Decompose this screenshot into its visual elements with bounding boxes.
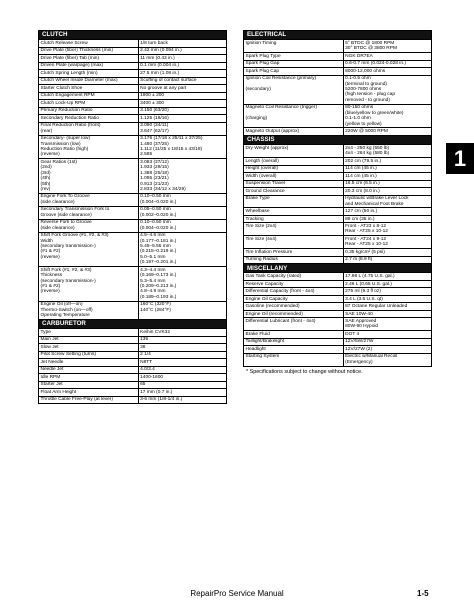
spec-row: [39, 55, 227, 63]
spec-label: Turning Radius: [244, 256, 344, 264]
spec-label: Needle Jet: [39, 366, 139, 374]
spec-value: 65: [138, 381, 226, 389]
spec-row: [244, 353, 432, 366]
spec-label: Drive Plate (fiber) Tab (min): [39, 55, 139, 63]
spec-row: [39, 381, 227, 389]
spec-value: 8000-12,000 ohms: [343, 68, 431, 76]
spec-row: [39, 193, 227, 206]
spec-row: [39, 351, 227, 359]
spec-value: 5° BTDC @ 1800 RPM 30° BTDC @ 3800 RPM: [343, 40, 431, 53]
spec-label: Slow Jet: [39, 344, 139, 352]
spec-value: 12V/5W/27W: [343, 338, 431, 346]
left-sections-table: [38, 30, 227, 404]
section-header-clutch: [39, 31, 227, 40]
spec-label: Spark Plug Gap: [244, 60, 344, 68]
spec-row: [244, 208, 432, 216]
spec-value: Hydraulic w/Brake Lever Lock and Mechanical Foot Brake: [343, 195, 431, 208]
spec-value: 4.5–4.6 mm (0.177–0.181 in.) 5.45–5.55 mm (0.215–0.219 in.) 5.0–5.1 mm (0.197–0.201 in.): [138, 232, 226, 267]
spec-value: 114 cm (45 in.): [343, 165, 431, 173]
spec-label: Reserve Capacity: [244, 280, 344, 288]
spec-value: NGK DR7EA: [343, 53, 431, 61]
spec-row: [39, 40, 227, 48]
right-column: [243, 30, 432, 375]
spec-row: [39, 70, 227, 78]
spec-value: 1400-1600: [138, 374, 226, 382]
spec-value: 220W @ 5000 RPM: [343, 128, 431, 136]
section-header-chassis: [244, 135, 432, 144]
spec-value: Electric w/Manual Recoil (Emergency): [343, 353, 431, 366]
spec-row: [39, 77, 227, 85]
spec-row: [39, 100, 227, 108]
spec-row: [244, 215, 432, 223]
spec-value: 3.150 (63/20): [138, 107, 226, 115]
spec-row: [244, 346, 432, 354]
spec-value: 0.10–0.50 mm (0.004–0.020 in.): [138, 193, 226, 206]
spec-row: [39, 329, 227, 337]
spec-value: 0.10–0.50 mm (0.004–0.020 in.): [138, 219, 226, 232]
spec-label: Engine Oil (recommended): [244, 310, 344, 318]
section-header-carburetor: [39, 319, 227, 328]
spec-value: N8TT: [138, 359, 226, 367]
spec-label: Clutch Spring Length (min): [39, 70, 139, 78]
spec-row: [39, 396, 227, 404]
spec-row: [244, 310, 432, 318]
spec-row: [244, 75, 432, 104]
spec-label: Ground Clearance: [244, 188, 344, 196]
spec-value: 3.4 L (3.5 U.S. qt): [343, 295, 431, 303]
spec-value: 38: [138, 344, 226, 352]
spec-value: 4.3–4.4 mm (0.169–0.173 in.) 5.3–5.4 mm (0.209–0.213 in.) 4.8–4.9 mm (0.189–0.193 in.): [138, 267, 226, 302]
spec-label: Shift Fork (#1, #2, & #3) Thickness (secondary transmission-) (#1 & #2) (reverse): [39, 267, 139, 302]
spec-row: [39, 336, 227, 344]
spec-row: [39, 92, 227, 100]
spec-value: Front - AT24 x 9-12 Rear - AT25 x 10-12: [343, 236, 431, 249]
spec-row: [244, 40, 432, 53]
spec-label: Spark Plug Cap: [244, 68, 344, 76]
spec-row: [39, 232, 227, 267]
spec-row: [244, 318, 432, 331]
spec-row: [244, 195, 432, 208]
spec-row: [244, 188, 432, 196]
right-sections-table: [243, 30, 432, 367]
spec-value: Front - AT23 x 8-12 Rear - AT25 x 10-12: [343, 223, 431, 236]
spec-value: 202 cm (79.5 in.): [343, 158, 431, 166]
spec-label: Ignition Coil Resistance (primary) (secondary): [244, 75, 344, 104]
spec-label: Main Jet: [39, 336, 139, 344]
spec-row: [244, 60, 432, 68]
spec-value: 127 cm (50 in.): [343, 208, 431, 216]
spec-label: Idle RPM: [39, 374, 139, 382]
spec-value: No groove at any part: [138, 85, 226, 93]
spec-value: 0.1 mm (0.004 in.): [138, 62, 226, 70]
spec-label: Shift Fork Groove (#1, #2, & #3) Width (secondary transmission-) (#1 & #2) (reverse): [39, 232, 139, 267]
spec-row: [244, 53, 432, 61]
spec-row: [244, 165, 432, 173]
spec-value: 1.125 (18/16): [138, 115, 226, 123]
spec-row: [244, 256, 432, 264]
spec-label: Throttle Cable Free-Play (at lever): [39, 396, 139, 404]
spec-row: [244, 158, 432, 166]
spec-value: 0.35 kg/cm² (5 psi): [343, 249, 431, 257]
spec-label: Ignition Timing: [244, 40, 344, 53]
spec-label: Starter Clutch Shoe: [39, 85, 139, 93]
spec-row: [39, 115, 227, 123]
spec-value: 87 Octane Regular Unleaded: [343, 303, 431, 311]
spec-row: [39, 344, 227, 352]
spec-value: 3.176 (17/18 x 25/11 x 37/25) 1.480 (37/25) 1.112 (11/25 x 18/15 x 43/18) 2.585: [138, 135, 226, 159]
spec-label: Engine Oil (off—on) Thermo-Switch (on—off) Operating Temperature: [39, 301, 139, 319]
spec-label: Differential Lubricant (front - 4x4): [244, 318, 344, 331]
spec-row: [244, 180, 432, 188]
spec-label: Float Arm Height: [39, 389, 139, 397]
spec-label: Secondary- (super low) Transmission (low) Reduction Ratio (high) (reverse): [39, 135, 139, 159]
spec-row: [244, 145, 432, 158]
spec-label: Gas Tank Capacity (rated): [244, 273, 344, 281]
spec-label: Pilot Screw Setting (turns): [39, 351, 139, 359]
spec-value: 17.98 L (4.75 U.S. gal.): [343, 273, 431, 281]
spec-row: [39, 107, 227, 115]
spec-value: 12V/27W (2): [343, 346, 431, 354]
spec-label: Clutch Release Screw: [39, 40, 139, 48]
spec-value: 89 cm (35 in.): [343, 215, 431, 223]
spec-label: Magneto Coil Resistance (trigger) (charging): [244, 104, 344, 128]
spec-label: Tracking: [244, 215, 344, 223]
spec-label: Gear Ratios (1st) (2nd) (3rd) (4th) (5th) (rev): [39, 159, 139, 194]
section-title: CARBURETOR: [39, 319, 227, 328]
spec-label: Secondary Transmission Fork to Groove (side clearance): [39, 206, 139, 219]
spec-label: Tire Size (4x4): [244, 236, 344, 249]
footnote: * Specifications subject to change without notice.: [246, 368, 363, 375]
spec-value: 2.46 L (0.65 U.S. gal.): [343, 280, 431, 288]
spec-label: Jet Needle: [39, 359, 139, 367]
spec-value: 1900 ± 200: [138, 92, 226, 100]
spec-value: 17 mm (0.7 in.): [138, 389, 226, 397]
spec-value: 160°C (320°F) 140°C (284°F): [138, 301, 226, 319]
spec-row: [39, 135, 227, 159]
spec-label: Dry Weight (approx): [244, 145, 344, 158]
spec-label: Clutch Lock-Up RPM: [39, 100, 139, 108]
spec-row: [244, 303, 432, 311]
spec-label: Spark Plug Type: [244, 53, 344, 61]
spec-value: DOT 4: [343, 331, 431, 339]
spec-label: Brake Fluid: [244, 331, 344, 339]
section-header-electrical: [244, 31, 432, 40]
spec-label: Starter Jet: [39, 381, 139, 389]
spec-label: Tire Inflation Pressure: [244, 249, 344, 257]
spec-label: Suspension Travel: [244, 180, 344, 188]
spec-row: [39, 85, 227, 93]
spec-label: Secondary Reduction Ratio: [39, 115, 139, 123]
spec-value: 80-150 ohms (blue/yellow to green/white) 0.1-1.0 ohm (yellow to yellow): [343, 104, 431, 128]
chapter-tab: 1: [446, 143, 474, 174]
spec-value: 0.05–0.50 mm (0.002–0.020 in.): [138, 206, 226, 219]
spec-value: 0.6-0.7 mm (0.024-0.028 in.): [343, 60, 431, 68]
spec-value: 2 1/4: [138, 351, 226, 359]
section-title: MISCELLANY: [244, 264, 432, 273]
spec-row: [244, 223, 432, 236]
spec-row: [39, 389, 227, 397]
spec-row: [39, 62, 227, 70]
spec-value: 4.0/3.4: [138, 366, 226, 374]
spec-value: 27.5 mm (1.08 in.): [138, 70, 226, 78]
spec-label: Brake Type: [244, 195, 344, 208]
spec-row: [244, 338, 432, 346]
spec-value: 11 mm (0.43 in.): [138, 55, 226, 63]
spec-row: [244, 173, 432, 181]
spec-row: [39, 47, 227, 55]
spec-value: 20.3 cm (8.0 in.): [343, 188, 431, 196]
spec-label: Reverse Fork to Groove (side clearance): [39, 219, 139, 232]
spec-row: [39, 374, 227, 382]
spec-row: [244, 104, 432, 128]
spec-value: SAE Approved 80W-90 Hypoid: [343, 318, 431, 331]
spec-value: 2x4 - 250 kg (550 lb) 4x4 - 264 kg (580 lb): [343, 145, 431, 158]
footer-title: RepairPro Service Manual: [190, 589, 284, 598]
spec-value: Keihin CVK32: [138, 329, 226, 337]
spec-label: Final Reduction Ratio (front) (rear): [39, 122, 139, 135]
spec-row: [39, 301, 227, 319]
spec-value: 1/8 turn back: [138, 40, 226, 48]
spec-row: [244, 128, 432, 136]
spec-row: [39, 122, 227, 135]
spec-row: [244, 68, 432, 76]
spec-label: Differential Capacity (front - 4x4): [244, 288, 344, 296]
spec-value: 114 cm (45 in.): [343, 173, 431, 181]
spec-row: [244, 280, 432, 288]
spec-value: 2.42 mm (0.094 in.): [138, 47, 226, 55]
spec-row: [39, 159, 227, 194]
spec-label: Engine Fork To Groove (side clearance): [39, 193, 139, 206]
spec-row: [39, 206, 227, 219]
spec-label: Gasoline (recommended): [244, 303, 344, 311]
spec-label: Clutch Wheel Inside Diameter (max): [39, 77, 139, 85]
spec-value: 3400 ± 300: [138, 100, 226, 108]
spec-label: Magneto Output (approx): [244, 128, 344, 136]
section-title: CLUTCH: [39, 31, 227, 40]
spec-row: [39, 366, 227, 374]
spec-label: Headlight: [244, 346, 344, 354]
spec-row: [39, 219, 227, 232]
left-column: [38, 30, 227, 404]
spec-label: Starting System: [244, 353, 344, 366]
spec-label: Drive Plate (fiber) Thickness (min): [39, 47, 139, 55]
spec-label: Tire Size (2x4): [244, 223, 344, 236]
footer-page-number: 1-5: [417, 589, 429, 598]
spec-label: Type: [39, 329, 139, 337]
spec-label: Taillight/Brakelight: [244, 338, 344, 346]
spec-value: 275 ml (9.3 fl oz): [343, 288, 431, 296]
spec-value: SAE 10W-40: [343, 310, 431, 318]
spec-label: Width (overall): [244, 173, 344, 181]
spec-label: Wheelbase: [244, 208, 344, 216]
spec-label: Height (overall): [244, 165, 344, 173]
spec-row: [244, 288, 432, 296]
spec-value: 135: [138, 336, 226, 344]
spec-label: Primary Reduction Ratio: [39, 107, 139, 115]
spec-value: 3.090 (34/11) 3.647 (62/17): [138, 122, 226, 135]
spec-row: [244, 331, 432, 339]
spec-row: [244, 273, 432, 281]
section-title: ELECTRICAL: [244, 31, 432, 40]
spec-value: 2.7 m (8.9 ft): [343, 256, 431, 264]
spec-row: [244, 249, 432, 257]
spec-row: [39, 267, 227, 302]
spec-value: 3-6 mm (1/8-1/4 in.): [138, 396, 226, 404]
spec-value: 16.5 cm (6.5 in.): [343, 180, 431, 188]
spec-value: Scuffing of contact surface: [138, 77, 226, 85]
spec-label: Engine Oil Capacity: [244, 295, 344, 303]
spec-row: [39, 359, 227, 367]
spec-value: 0.1-0.5 ohm (terminal to ground) 5200-7800 ohms (high tension - plug cap removed - to ground): [343, 75, 431, 104]
spec-value: 3.083 (37/12) 1.933 (29/15) 1.388 (25/18) 1.095 (23/21) 0.913 (21/23) 2.833 (34/12 x 34/29): [138, 159, 226, 194]
spec-label: Driven Plate (warpage) (max): [39, 62, 139, 70]
spec-label: Clutch Engagement RPM: [39, 92, 139, 100]
section-title: CHASSIS: [244, 135, 432, 144]
spec-row: [244, 236, 432, 249]
section-header-miscellany: [244, 264, 432, 273]
spec-row: [244, 295, 432, 303]
spec-label: Length (overall): [244, 158, 344, 166]
